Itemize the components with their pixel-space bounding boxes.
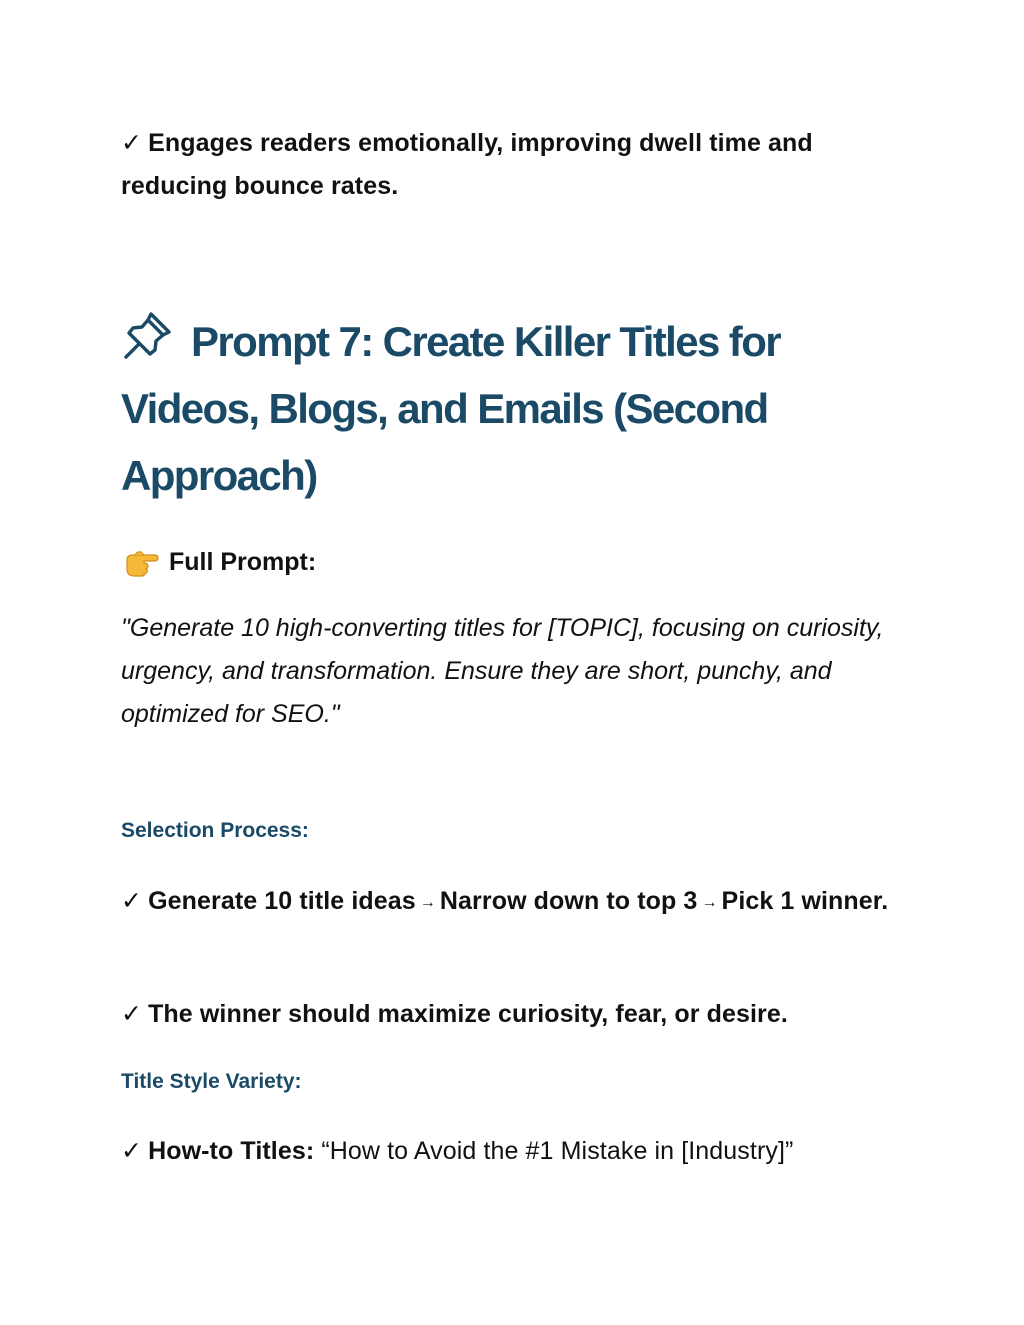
- checkmark-icon: ✓: [121, 887, 143, 915]
- winner-rule-text: The winner should maximize curiosity, fear, or desire.: [148, 1000, 788, 1028]
- prompt-quote: "Generate 10 high-converting titles for [TOPIC], focusing on curiosity, urgency, and transformation. Ensure they are short, punchy, and optimized for SEO.": [121, 614, 884, 728]
- checkmark-icon: ✓: [121, 129, 143, 157]
- selection-step-3: Pick 1 winner.: [721, 887, 889, 915]
- arrow-icon: →: [419, 894, 436, 911]
- howto-titles-bullet: [121, 1130, 911, 1173]
- section-title: Prompt 7: Create Killer Titles for Videos, Blogs, and Emails (Second Approach): [121, 318, 780, 499]
- howto-titles-label: How-to Titles:: [148, 1137, 315, 1165]
- selection-process-heading: Selection Process:: [121, 819, 309, 842]
- winner-rule-bullet: [121, 993, 911, 1036]
- arrow-icon: →: [701, 894, 718, 911]
- title-style-heading: Title Style Variety:: [121, 1070, 302, 1093]
- intro-bullet: [121, 122, 911, 208]
- section-heading: [121, 308, 911, 509]
- pushpin-icon: [121, 310, 173, 362]
- checkmark-icon: ✓: [121, 1137, 143, 1165]
- selection-step-2: Narrow down to top 3: [439, 887, 698, 915]
- selection-step-1: Generate 10 title ideas: [148, 887, 416, 915]
- full-prompt-label: Full Prompt:: [169, 548, 317, 576]
- checkmark-icon: ✓: [121, 1000, 143, 1028]
- full-prompt-label-row: [125, 542, 316, 582]
- selection-steps-bullet: [121, 880, 911, 924]
- pointing-hand-icon: [125, 547, 159, 577]
- howto-titles-example: “How to Avoid the #1 Mistake in [Industry]”: [321, 1137, 794, 1165]
- intro-bullet-text: Engages readers emotionally, improving dwell time and reducing bounce rates.: [121, 129, 813, 200]
